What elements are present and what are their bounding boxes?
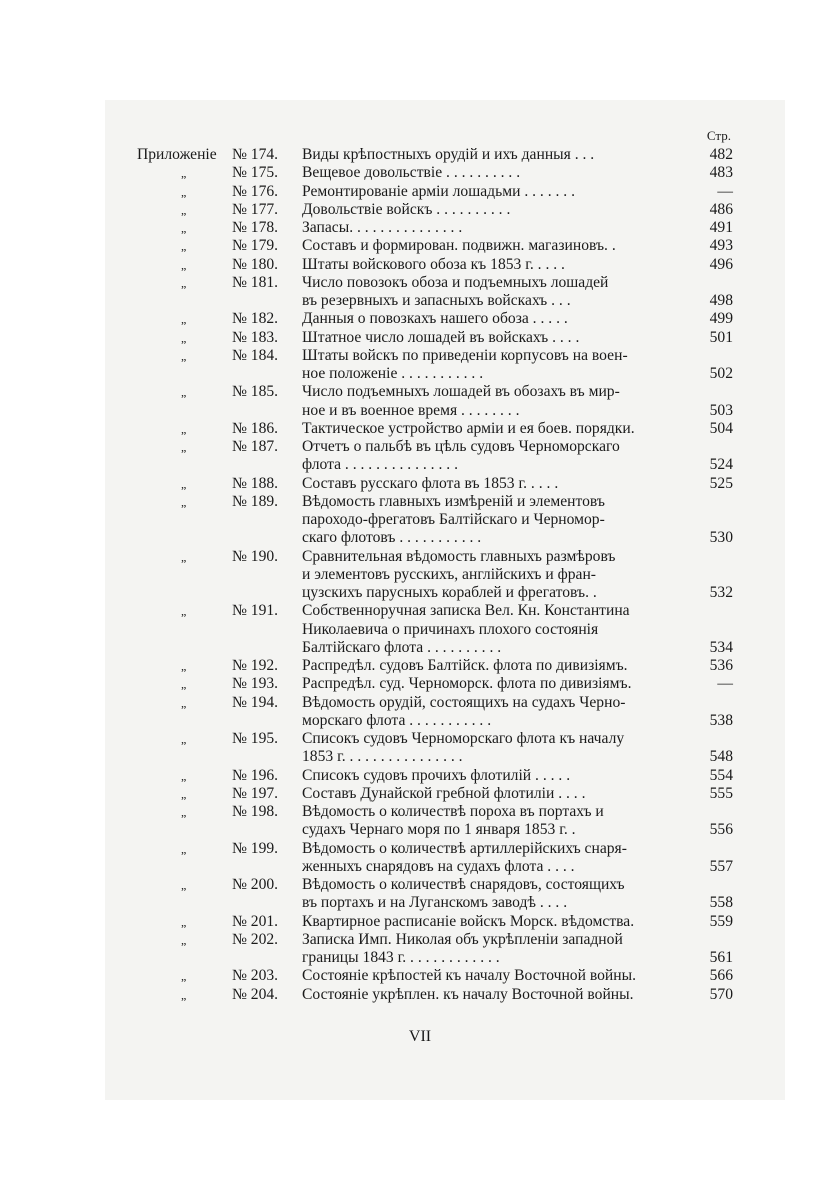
table-of-contents [137,128,737,1004]
toc-entry [137,475,737,493]
ditto-mark: „ [181,476,187,491]
entry-number: № 179. [232,237,279,255]
entry-page: — [717,675,733,693]
entry-title: Число повозокъ обоза и подъемныхъ лошадей [302,273,609,291]
entry-title: въ портахъ и на Луганскомъ заводѣ . . . . [302,894,568,912]
ditto-mark: „ [181,841,187,856]
page-column-label: Стр. [706,128,731,143]
ditto-mark: „ [181,732,187,746]
toc-entry-continuation [137,456,737,474]
entry-title: Составъ Дунайской гребной флотиліи . . . . [302,784,586,802]
ditto-mark: „ [181,659,187,673]
entry-page: 483 [709,164,733,182]
spacer [685,493,737,511]
entry-title: границы 1843 г. . . . . . . . . . . . . [302,949,500,966]
entry-title: цузскихъ парусныхъ кораблей и фрегатовъ. . [302,584,597,601]
entry-number: № 178. [232,219,279,236]
entry-number: № 198. [232,803,279,820]
toc-entry [137,803,737,821]
entry-number: № 202. [232,930,279,948]
spacer [685,274,737,292]
entry-title: Довольствіе войскъ . . . . . . . . . . [302,200,511,218]
entry-number: № 186. [232,419,279,437]
entry-page: 558 [709,894,733,912]
entry-title: Штаты войскъ по приведеніи корпусовъ на воен- [302,346,628,364]
entry-number: № 188. [232,474,279,492]
entry-number: № 201. [232,912,279,930]
ditto-mark: „ [181,440,187,454]
spacer [232,621,302,639]
spacer [685,694,737,712]
toc-entry-continuation [137,402,737,420]
spacer [685,548,737,566]
toc-entry [137,931,737,949]
entry-title: Вещевое довольствіе . . . . . . . . . . [302,164,521,182]
toc-entry [137,201,737,219]
entry-title: ное и въ военное время . . . . . . . . [302,401,520,419]
entry-title: Вѣдомость главныхъ измѣреній и элементовъ [302,492,605,510]
ditto-mark: „ [181,166,187,181]
toc-entry [137,256,737,274]
ditto-mark: „ [181,312,187,327]
entry-number: № 187. [232,438,279,455]
entry-page: 486 [709,200,733,218]
toc-entry-continuation [137,712,737,730]
spacer [685,803,737,821]
toc-entry [137,183,737,201]
ditto-mark: „ [181,421,187,436]
spacer [232,292,302,310]
entry-title: Составъ русскаго флота въ 1853 г. . . . . [302,474,559,492]
entry-number: № 199. [232,839,279,857]
spacer [232,566,302,584]
spacer [137,584,232,602]
entry-page: 557 [709,857,733,875]
entry-page: 556 [709,821,733,839]
spacer [137,566,232,584]
spacer [685,840,737,858]
entry-number: № 183. [232,328,279,346]
entry-title: Состояніе крѣпостей къ началу Восточной войны. [302,967,636,985]
entry-title: Балтійскаго флота . . . . . . . . . . [302,638,502,656]
spacer [232,949,302,967]
entry-number: № 185. [232,383,279,401]
ditto-mark: „ [181,239,187,254]
spacer [685,730,737,748]
spacer [685,602,737,620]
entry-number: № 184. [232,346,279,364]
entry-title: судахъ Чернаго моря по 1 января 1853 г. . [302,821,576,839]
spacer [137,365,232,383]
entry-number: № 204. [232,985,279,1003]
spacer [685,876,737,894]
entry-title: Вѣдомость о количествѣ пороха въ портахъ и [302,803,604,820]
entry-number: № 203. [232,967,279,985]
ditto-mark: „ [181,695,187,710]
entry-title: Квартирное расписаніе войскъ Морск. вѣдомства. [302,912,635,930]
entry-number: № 191. [232,602,279,620]
ditto-mark: „ [181,932,187,947]
entry-title: Ремонтированіе арміи лошадьми . . . . . . . [302,182,575,200]
entry-page: 538 [709,711,733,729]
spacer [137,456,232,474]
entry-title: Распредѣл. судовъ Балтійск. флота по дивизіямъ. [302,657,628,674]
entry-title: Списокъ судовъ прочихъ флотилій . . . . . [302,766,571,784]
toc-entry [137,767,737,785]
spacer [232,365,302,383]
entry-page: 491 [709,219,733,236]
entry-title: Составъ и формирован. подвижн. магазиновъ. . [302,237,616,255]
ditto-mark: „ [181,969,187,984]
entry-title: Запасы. . . . . . . . . . . . . . . [302,219,463,236]
entry-title: Тактическое устройство арміи и ея боев. порядки. [302,419,635,437]
entry-page: 548 [709,748,733,766]
ditto-mark: „ [181,549,187,564]
entry-number: № 192. [232,657,279,674]
entry-title: женныхъ снарядовъ на судахъ флота . . . . [302,857,575,875]
ditto-mark: „ [181,275,187,290]
entry-title: Вѣдомость о количествѣ артиллерійскихъ снаря- [302,839,627,857]
toc-entry [137,347,737,365]
spacer [685,438,737,456]
entry-title: Сравнительная вѣдомость главныхъ размѣровъ [302,547,616,565]
entry-title: скаго флотовъ . . . . . . . . . . . [302,529,482,547]
entry-number: № 200. [232,876,279,893]
spacer [232,584,302,602]
spacer [137,858,232,876]
toc-entry [137,730,737,748]
toc-entry-continuation [137,529,737,547]
entry-page: 566 [709,967,733,985]
entry-page: 530 [709,529,733,547]
toc-entry [137,146,737,164]
entry-page: 502 [709,365,733,382]
spacer [137,639,232,657]
ditto-mark: „ [181,786,187,801]
spacer [232,456,302,474]
ditto-mark: „ [181,348,187,363]
entry-number: № 196. [232,766,279,784]
entry-title: пароходо-фрегатовъ Балтійскаго и Черномор- [302,511,605,528]
ditto-mark: „ [181,202,187,217]
entry-title: Данныя о повозкахъ нашего обоза . . . . . [302,310,568,328]
entry-page: 482 [709,146,733,163]
ditto-mark: „ [181,184,187,199]
toc-entry [137,274,737,292]
entry-page: 493 [709,237,733,255]
spacer [232,894,302,912]
toc-entry-continuation [137,748,737,766]
entry-page: — [717,182,733,200]
ditto-mark: „ [181,987,187,1002]
entry-page: 532 [709,584,733,601]
entry-title: Штатное число лошадей въ войскахъ . . . . [302,328,580,346]
entry-number: № 174. [232,146,279,163]
page-folio: VII [408,1028,432,1045]
spacer [137,949,232,967]
entry-number: № 176. [232,182,279,200]
toc-entry [137,694,737,712]
column-header [137,128,737,146]
toc-entry-continuation [137,566,737,584]
toc-entry [137,548,737,566]
entry-page: 554 [709,766,733,784]
toc-entry [137,164,737,182]
entry-title: флота . . . . . . . . . . . . . . . [302,456,458,474]
entry-label: Приложеніе [137,146,217,163]
entry-title: Вѣдомость орудій, состоящихъ на судахъ Черно- [302,693,626,711]
toc-entry [137,329,737,347]
entry-number: № 193. [232,675,279,693]
entry-number: № 197. [232,784,279,802]
spacer [232,821,302,839]
spacer [685,931,737,949]
toc-entry [137,602,737,620]
entry-title: Списокъ судовъ Черноморскаго флота къ началу [302,730,625,747]
toc-entry [137,237,737,255]
spacer [137,529,232,547]
ditto-mark: „ [181,914,187,929]
spacer [232,712,302,730]
spacer [232,748,302,766]
entry-number: № 175. [232,164,279,182]
toc-entry [137,493,737,511]
spacer [685,566,737,584]
entry-page: 534 [709,638,733,656]
entry-page: 504 [709,419,733,437]
entry-title: Число подъемныхъ лошадей въ обозахъ въ мир- [302,383,620,401]
entry-number: № 194. [232,693,279,711]
entry-title: Состояніе укрѣплен. къ началу Восточной войны. [302,985,634,1003]
ditto-mark: „ [181,768,187,783]
entry-title: 1853 г. . . . . . . . . . . . . . . . [302,748,463,766]
entry-page: 501 [709,328,733,346]
toc-entry [137,967,737,985]
toc-entry-continuation [137,292,737,310]
toc-entry-continuation [137,511,737,529]
entry-number: № 182. [232,310,279,328]
spacer [232,529,302,547]
entry-title: въ резервныхъ и запасныхъ войскахъ . . . [302,292,571,309]
ditto-mark: „ [181,330,187,345]
spacer [232,639,302,657]
toc-entry [137,913,737,931]
spacer [685,383,737,401]
toc-entry-continuation [137,949,737,967]
entry-title: Вѣдомость о количествѣ снарядовъ, состоящихъ [302,876,625,893]
spacer [137,748,232,766]
entry-page: 503 [709,401,733,419]
ditto-mark: „ [181,677,187,692]
toc-entry [137,840,737,858]
toc-entry [137,438,737,456]
ditto-mark: „ [181,604,187,619]
entry-title: Распредѣл. суд. Черноморск. флота по дивизіямъ. [302,675,632,693]
toc-entry-continuation [137,894,737,912]
toc-entry-continuation [137,584,737,602]
entry-number: № 195. [232,730,279,747]
entry-number: № 180. [232,255,279,273]
spacer [685,511,737,529]
toc-entry [137,675,737,693]
entry-title: ное положеніе . . . . . . . . . . . [302,365,484,382]
entry-page: 561 [709,949,733,966]
toc-entry [137,657,737,675]
spacer [232,511,302,529]
spacer [137,292,232,310]
entry-number: № 177. [232,200,279,218]
toc-entry [137,785,737,803]
entry-title: Отчетъ о пальбѣ въ цѣль судовъ Черноморскаго [302,438,620,455]
spacer [232,858,302,876]
ditto-mark: „ [181,494,187,509]
entry-page: 555 [709,784,733,802]
spacer [137,511,232,529]
ditto-mark: „ [181,257,187,272]
entry-title: Николаевича о причинахъ плохого состоянія [302,620,599,638]
spacer [137,621,232,639]
entry-page: 524 [709,456,733,474]
spacer [232,402,302,420]
entry-page: 496 [709,255,733,273]
toc-entry [137,310,737,328]
entry-title: морскаго флота . . . . . . . . . . . [302,711,492,729]
ditto-mark: „ [181,805,187,819]
toc-entry [137,383,737,401]
entry-page: 525 [709,474,733,492]
entry-title: Виды крѣпостныхъ орудій и ихъ данныя . . . [302,146,595,163]
entry-page: 536 [709,657,733,674]
entry-page: 498 [709,292,733,309]
ditto-mark: „ [181,385,187,400]
entry-page: 499 [709,310,733,328]
entry-page: 559 [709,912,733,930]
entry-number: № 181. [232,273,279,291]
toc-entry [137,420,737,438]
spacer [685,621,737,639]
entry-title: Штаты войскового обоза къ 1853 г. . . . . [302,255,565,273]
entry-title: Собственноручная записка Вел. Кн. Константина [302,602,630,620]
entries-list [137,146,737,1004]
spacer [137,712,232,730]
spacer [137,894,232,912]
entry-number: № 189. [232,492,279,510]
toc-entry-continuation [137,639,737,657]
spacer [137,402,232,420]
spacer [137,821,232,839]
toc-entry [137,986,737,1004]
entry-number: № 190. [232,547,279,565]
toc-entry-continuation [137,365,737,383]
toc-entry [137,876,737,894]
toc-entry [137,219,737,237]
ditto-mark: „ [181,878,187,892]
toc-entry-continuation [137,621,737,639]
entry-page: 570 [709,985,733,1003]
entry-title: и элементовъ русскихъ, англійскихъ и фран- [302,565,596,583]
spacer [685,347,737,365]
toc-entry-continuation [137,858,737,876]
ditto-mark: „ [181,221,187,235]
toc-entry-continuation [137,821,737,839]
entry-title: Записка Имп. Николая объ укрѣпленіи западной [302,930,623,948]
